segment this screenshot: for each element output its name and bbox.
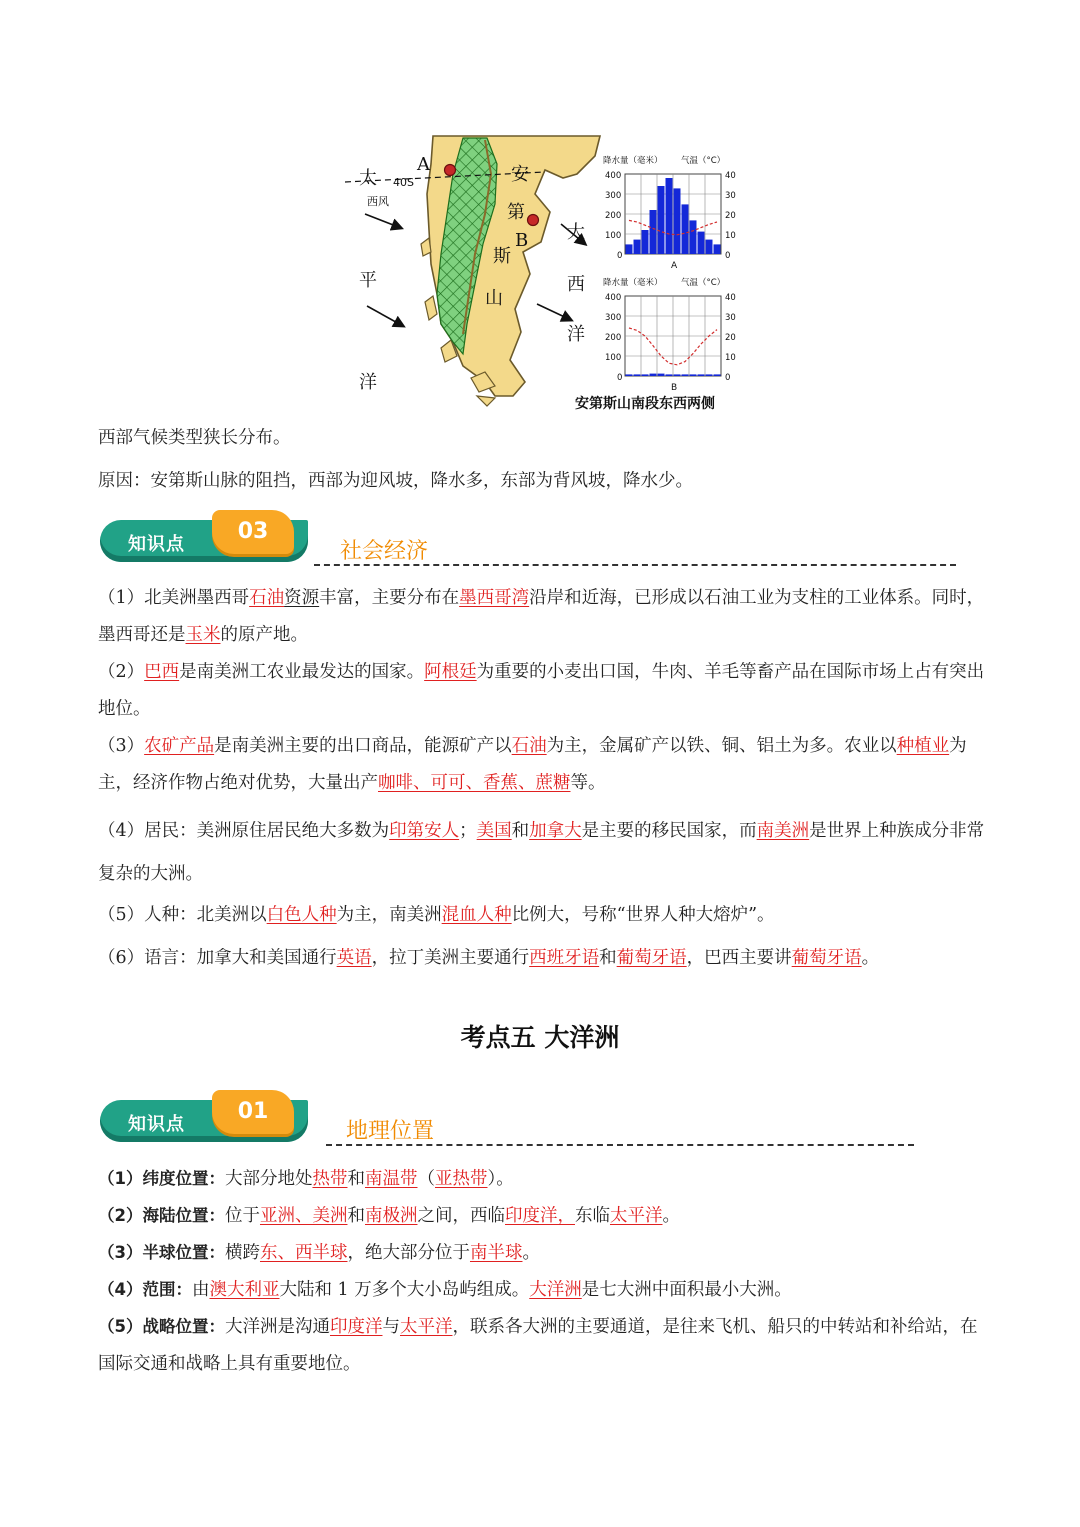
chart-b-tick-0: 400 [605,293,622,303]
precip-bar [682,204,689,254]
item-label: （4）范围： [98,1280,192,1299]
chart-b-rtick-2: 20 [725,333,736,343]
precip-bar [698,232,705,254]
label-xifeng: 西风 [367,195,389,208]
answer: 墨西哥湾 [459,588,530,608]
answer: 种植业 [896,736,950,756]
chart-b-tick-1: 300 [605,313,622,323]
text: 横跨 [224,1243,260,1263]
chart-a-right-title: 气温（°C） [681,156,726,166]
chart-a-left-title: 降水量（毫米） [603,156,663,166]
answer: 热带 [312,1169,348,1189]
precip-bar [658,186,665,254]
chart-a-tick-2: 200 [605,211,622,221]
chart-a-tick-1: 300 [605,191,622,201]
west-wind-arrow [365,214,401,228]
chart-a-rtick-2: 20 [725,211,736,221]
chart-b-rtick-0: 40 [725,293,736,303]
text: 是南美洲主要的出口商品，能源矿产以 [214,736,512,756]
precip-bar [642,230,649,254]
chart-a-plot [625,174,721,254]
text: （ [417,1169,435,1189]
chart-a-rtick-4: 0 [725,251,731,261]
precip-bar [666,374,673,376]
label-40s: 40S [393,176,414,189]
item-label: （1）纬度位置： [98,1169,225,1188]
chart-a-tick-0: 400 [605,171,622,181]
text: （4）居民：美洲原住居民绝大多数为 [98,821,390,841]
label-ping: 平 [359,270,377,291]
answer: 印度洋， [504,1206,575,1226]
text: 是世界上种族成分非常复杂的大洲。 [98,821,985,884]
answer: 亚热带 [434,1169,488,1189]
answer: 南半球 [469,1243,523,1263]
text: 为主，金属矿产以铁、铜、铝土为多。农业以 [546,736,897,756]
precip-bar [650,374,657,376]
text: ，绝大部分位于 [347,1243,470,1263]
answer: 石油 [511,736,547,756]
point-a-marker [445,165,456,176]
item-6 [98,940,988,977]
chart-a-tick-3: 100 [605,231,622,241]
precip-bar [626,374,633,376]
label-point-a: A [417,154,430,175]
answer: 石油 [249,588,285,608]
precip-bar [714,374,721,376]
label-da: 大 [567,222,585,243]
text: （2） [98,662,145,682]
kp-number: 03 [212,510,294,554]
precip-bar [682,374,689,376]
item-hemisphere [98,1234,988,1272]
chart-b-rtick-3: 10 [725,353,736,363]
answer: 澳大利亚 [209,1280,280,1300]
precip-bar [658,374,665,376]
item-label: （5）战略位置： [98,1317,225,1336]
label-di: 第 [507,202,525,223]
precip-bar [634,240,641,254]
andes-figure [345,134,740,416]
answer: 白色人种 [266,905,337,925]
precip-bar [706,374,713,376]
text: 沿岸和近海，已形成以石油工业为支柱的工业体系。同时，墨西哥还是 [98,588,985,645]
section-title: 考点五 大洋洲 [460,1023,620,1052]
text: 是七大洲中面积最小大洲。 [581,1280,792,1300]
answer: 巴西 [144,662,180,682]
precip-bar [674,188,681,254]
text: 和 [347,1169,365,1189]
island [477,396,495,406]
text: 是主要的移民国家，而 [581,821,757,841]
text: 为重要的小麦出口国，牛肉、羊毛等畜产品在国际市场上占有突出地位。 [98,662,985,719]
precip-bar [634,374,641,376]
label-si: 斯 [493,246,511,267]
kp-title: 地理位置 [346,1119,435,1144]
text: 由 [191,1280,210,1300]
item-label: （3）半球位置： [98,1243,225,1262]
text: 和 [599,948,617,968]
climate-chart-b [603,277,736,393]
item-scope [98,1271,988,1309]
island [425,296,437,320]
precip-bar [666,178,673,254]
answer: 亚洲、美洲 [259,1206,348,1226]
text: 。 [662,1206,680,1226]
text: ，拉丁美洲主要通行 [371,948,530,968]
chart-b-plot [625,296,721,376]
text: ； [459,821,477,841]
chart-b-left-title: 降水量（毫米） [603,278,663,288]
chart-a-label: A [671,261,678,271]
text: 东临 [574,1206,610,1226]
kp-label: 知识点 [128,534,185,555]
label-yang-west: 洋 [359,372,377,393]
item-1 [98,580,988,654]
precip-bar [690,374,697,376]
precip-bar [650,210,657,254]
answer: 农矿产品 [144,736,215,756]
chart-a-tick-4: 0 [617,251,623,261]
answer: 阿根廷 [424,662,477,682]
item-sea-land [98,1197,988,1235]
item-4 [98,810,988,896]
east-outflow-arrow [537,304,571,320]
answer: 印度洋 [329,1317,383,1337]
answer: 东、西半球 [259,1243,348,1263]
paragraph-west-climate: 西部气候类型狭长分布。 [98,428,291,448]
chart-b-tick-3: 100 [605,353,622,363]
item-2 [98,654,988,728]
item-strategic [98,1308,988,1383]
andes-map-svg [345,134,740,416]
west-wind-arrow-2 [367,306,403,326]
text: 。 [861,948,880,968]
climate-chart-a [603,155,736,271]
precip-bar [714,244,721,254]
figure-caption: 安第斯山南段东西两侧 [575,396,715,412]
answer: 南极洲 [364,1206,418,1226]
text: ，巴西主要讲 [686,948,792,968]
precip-bar [706,240,713,254]
chart-b-rtick-1: 30 [725,313,736,323]
text: 之间，西临 [417,1206,505,1226]
answer: 咖啡、可可、香蕉、蔗糖 [378,773,571,793]
answer: 葡萄牙语 [791,948,862,968]
text: （1）北美洲墨西哥 [98,588,250,608]
kp-title: 社会经济 [340,539,429,564]
chart-a-rtick-3: 10 [725,231,736,241]
answer: 西班牙语 [529,948,600,968]
text: 位于 [224,1206,260,1226]
chart-b-tick-2: 200 [605,333,622,343]
item-3 [98,728,988,802]
item-label: （2）海陆位置： [98,1206,225,1225]
answer: 南美洲 [756,821,810,841]
label-an: 安 [511,164,529,185]
answer: 玉米 [185,625,221,645]
answer: 加拿大 [529,821,582,841]
answer: 英语 [336,948,372,968]
text: 。 [522,1243,540,1263]
answer: 葡萄牙语 [616,948,687,968]
text: 和 [347,1206,365,1226]
text: 丰富，主要分布在 [319,588,460,608]
item-5 [98,897,988,934]
point-b-marker [528,215,539,226]
label-point-b: B [515,230,529,251]
answer: 大洋洲 [529,1280,582,1300]
kp-number: 01 [212,1090,294,1134]
precip-bar [642,374,649,376]
answer: 混血人种 [441,905,512,925]
chart-a-rtick-1: 30 [725,191,736,201]
text: 资源 [284,588,320,608]
text: 大洋洲是沟通 [224,1317,330,1337]
text: （6）语言：加拿大和美国通行 [98,948,337,968]
kp-label: 知识点 [128,1114,185,1135]
precip-bar [674,374,681,376]
answer: 印第安人 [389,821,460,841]
precip-bar [690,220,697,254]
text: 为主，经济作物占绝对优势，大量出产 [98,736,967,793]
text: （5）人种：北美洲以 [98,905,267,925]
label-yang-east: 洋 [567,324,585,345]
answer: 美国 [476,821,512,841]
text: 比例大，号称“世界人种大熔炉”。 [511,905,775,925]
text: 是南美洲工农业最发达的国家。 [179,662,425,682]
chart-b-tick-4: 0 [617,373,623,383]
knowledge-point-01 [100,1094,920,1150]
chart-b-right-title: 气温（°C） [681,278,726,288]
text: 和 [511,821,530,841]
knowledge-point-03 [100,514,960,570]
kp-divider [326,1144,914,1146]
label-tai: 太 [359,168,377,189]
precip-bar [698,374,705,376]
text: 大部分地处 [224,1169,313,1189]
paragraph-reason: 原因：安第斯山脉的阻挡，西部为迎风坡，降水多，东部为背风坡，降水少。 [98,471,693,491]
text: 大陆和 1 万多个大小岛屿组成。 [279,1280,530,1300]
text: 与 [382,1317,400,1337]
answer: 南温带 [364,1169,418,1189]
text: 等。 [570,773,606,793]
chart-a-rtick-0: 40 [725,171,736,181]
precip-bar [626,244,633,254]
chart-b-label: B [671,383,678,393]
chart-b-rtick-4: 0 [725,373,731,383]
text: （3） [98,736,145,756]
label-xi: 西 [567,274,585,295]
text: 为主，南美洲 [336,905,442,925]
text: 的原产地。 [220,625,308,645]
text: ，联系各大洲的主要通道，是往来飞机、船只的中转站和补给站，在国际交通和战略上具有重要地位。 [98,1317,978,1374]
answer: 太平洋 [399,1317,453,1337]
kp-divider [314,564,956,566]
answer: 太平洋 [609,1206,663,1226]
item-latitude [98,1160,988,1198]
text: ）。 [487,1169,514,1189]
label-shan: 山 [485,288,503,309]
island [421,238,431,256]
